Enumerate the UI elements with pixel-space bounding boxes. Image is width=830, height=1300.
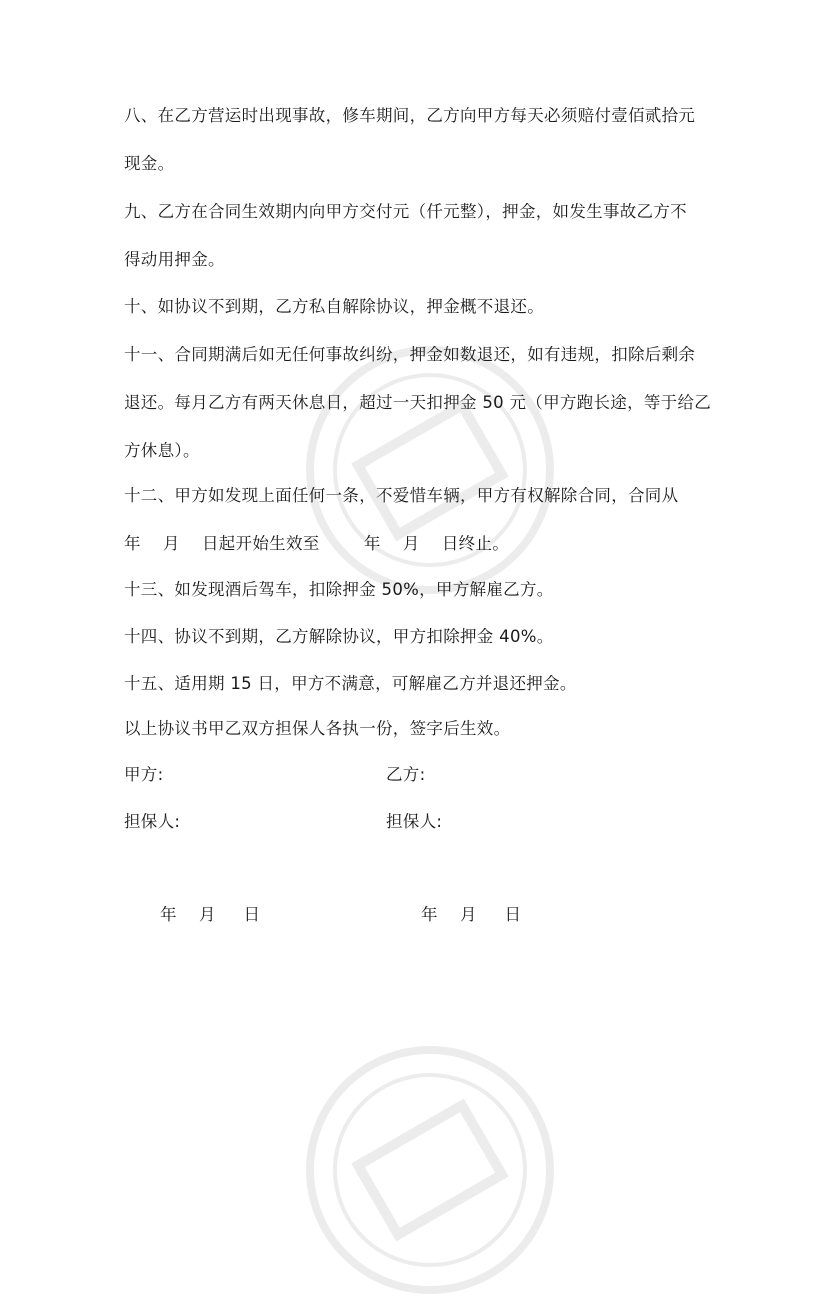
clause-line: 十三、如发现酒后驾车，扣除押金 50%，甲方解雇乙方。: [124, 580, 554, 599]
clause-line: 退还。每月乙方有两天休息日，超过一天扣押金 50 元（甲方跑长途，等于给乙: [124, 393, 712, 412]
guarantor-b-label: 担保人:: [386, 812, 443, 831]
clause-11: [124, 331, 724, 475]
guarantor-a-label: 担保人:: [124, 812, 181, 831]
clause-line: 十一、合同期满后如无任何事故纠纷，押金如数退还，如有违规，扣除后剩余: [124, 345, 696, 364]
clause-line: 十四、协议不到期，乙方解除协议，甲方扣除押金 40%。: [124, 627, 554, 646]
date-a: 年 月 日: [160, 905, 261, 924]
closing-statement: [124, 705, 724, 753]
clause-line: 得动用押金。: [124, 250, 225, 269]
clause-line: 十二、甲方如发现上面任何一条，不爱惜车辆，甲方有权解除合同，合同从: [124, 486, 679, 505]
clause-line: 年 月 日起开始生效至 年 月 日终止。: [124, 534, 510, 553]
clause-line: 十五、适用期 15 日，甲方不满意，可解雇乙方并退还押金。: [124, 674, 577, 693]
clause-8: [124, 92, 724, 188]
clause-14: [124, 613, 724, 661]
clause-9: [124, 188, 724, 284]
clause-line: 九、乙方在合同生效期内向甲方交付元（仟元整），押金，如发生事故乙方不: [124, 202, 687, 221]
clause-13: [124, 566, 724, 614]
clause-line: 以上协议书甲乙双方担保人各执一份，签字后生效。: [124, 719, 511, 738]
clause-15: [124, 660, 724, 708]
clause-10: [124, 283, 724, 331]
clause-line: 十、如协议不到期，乙方私自解除协议，押金概不退还。: [124, 297, 544, 316]
party-a-label: 甲方:: [124, 765, 164, 784]
clause-line: 现金。: [124, 154, 175, 173]
clause-12: [124, 472, 724, 568]
clause-line: 八、在乙方营运时出现事故，修车期间，乙方向甲方每天必须赔付壹佰贰拾元: [124, 106, 696, 125]
date-b: 年 月 日: [421, 905, 522, 924]
watermark-seal-icon: [300, 1040, 560, 1300]
clause-line: 方休息）。: [124, 441, 200, 460]
party-b-label: 乙方:: [386, 765, 426, 784]
